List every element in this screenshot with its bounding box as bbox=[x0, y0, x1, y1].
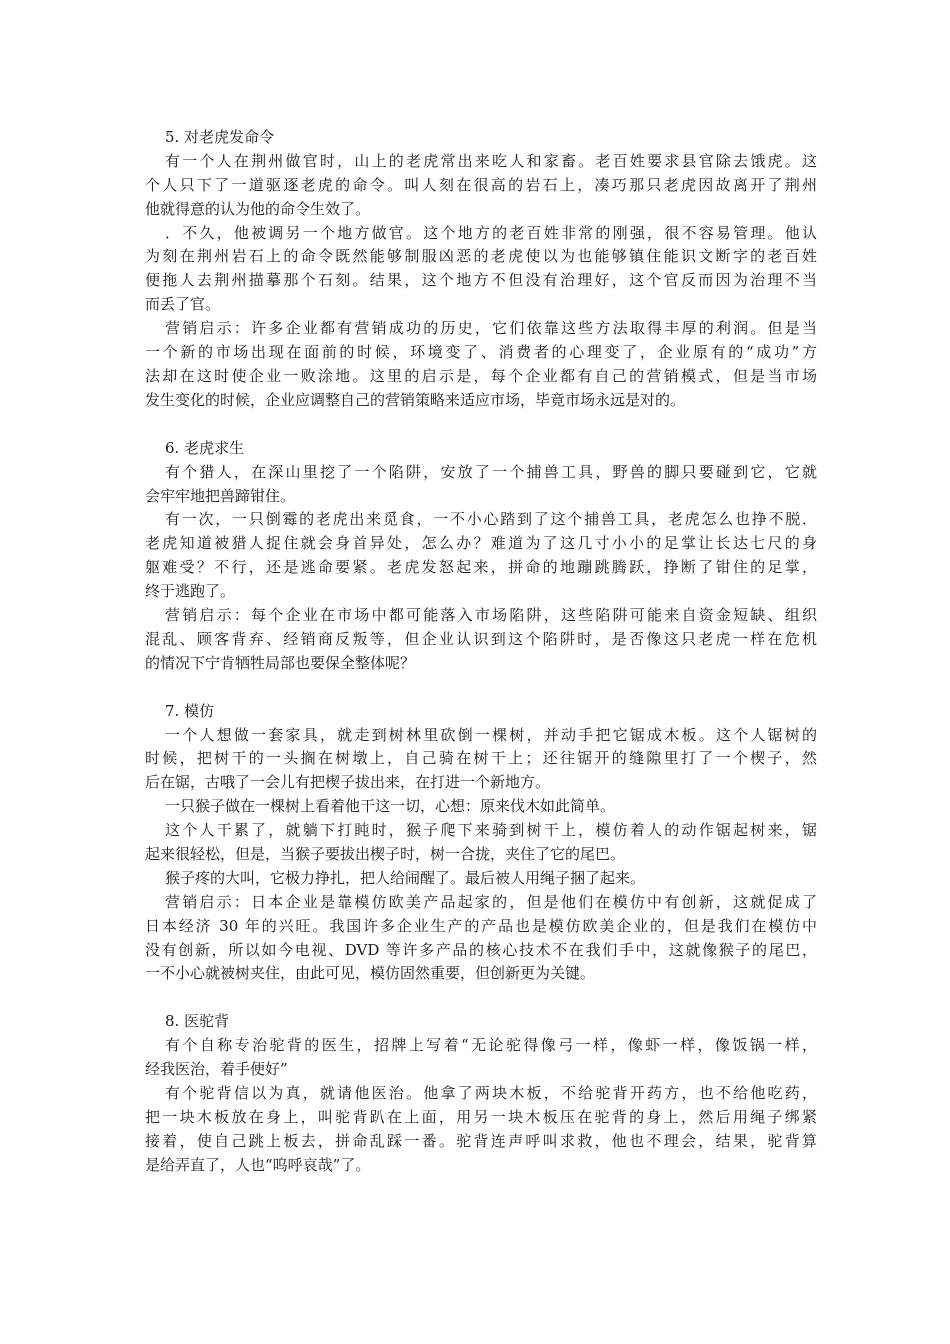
paragraph bbox=[145, 1082, 817, 1178]
text-line: 没有创新，所以如今电视、DVD 等许多产品的核心技术不在我们手中，这就像猴子的尾巴， bbox=[145, 940, 817, 959]
text-line: 而丢了官。 bbox=[145, 295, 221, 314]
text-line: 的情况下宁肯牺牲局部也要保全整体呢？ bbox=[145, 653, 416, 672]
paragraph bbox=[145, 867, 817, 891]
text-line: ．不久，他被调另一个地方做官。这个地方的老百姓非常的刚强，很不容易管理。他认 bbox=[165, 223, 817, 242]
text-line: 有一个人在荆州做官时，山上的老虎常出来吃人和家畜。老百姓要求县官除去饿虎。这 bbox=[165, 151, 817, 170]
text-line: 时候，把树干的一头搁在树墩上，自己骑在树干上；还往锯开的缝隙里打了一个楔子，然 bbox=[145, 749, 817, 768]
text-line: 是给弄直了，人也“呜呼哀哉”了。 bbox=[145, 1155, 371, 1174]
section-heading: 8. 医驼背 bbox=[165, 1012, 230, 1031]
paragraph bbox=[145, 150, 817, 222]
article-section bbox=[145, 1010, 817, 1177]
text-line: 经我医治，着手便好” bbox=[145, 1060, 288, 1079]
text-line: 营销启示：许多企业都有营销成功的历史，它们依靠这些方法取得丰厚的利润。但是当 bbox=[165, 319, 817, 338]
text-line: 发生变化的时候，企业应调整自己的营销策略来适应市场，毕竟市场永远是对的。 bbox=[145, 390, 686, 409]
text-line: 一个人想做一套家具，就走到树林里砍倒一棵树，并动手把它锯成木板。这个人锯树的 bbox=[165, 725, 817, 744]
text-line: 便拖人去荆州描摹那个石刻。结果，这个地方不但没有治理好，这个官反而因为治理不当 bbox=[145, 271, 817, 290]
text-line: 有个自称专治驼背的医生，招牌上写着“无论驼得像弓一样，像虾一样，像饭锅一样， bbox=[165, 1036, 817, 1055]
text-line: 有个猎人，在深山里挖了一个陷阱，安放了一个捕兽工具，野兽的脚只要碰到它，它就 bbox=[165, 462, 817, 481]
text-line: 猴子疼的大叫，它极力挣扎，把人给闹醒了。最后被人用绳子捆了起来。 bbox=[165, 868, 646, 887]
paragraph bbox=[145, 508, 817, 604]
text-line: 一只猴子做在一棵树上看着他干这一切，心想：原来伐木如此简单。 bbox=[165, 797, 616, 816]
article-section bbox=[145, 700, 817, 987]
text-line: 躯难受？不行，还是逃命要紧。老虎发怒起来，拼命的地蹦跳腾跃，挣断了钳住的足掌， bbox=[145, 558, 817, 577]
text-line: 后在锯，古哦了一会儿有把楔子拔出来，在打进一个新地方。 bbox=[145, 773, 551, 792]
text-line: 法却在这时使企业一败涂地。这里的启示是，每个企业都有自己的营销模式，但是当市场 bbox=[145, 366, 817, 385]
text-line: 个人只下了一道驱逐老虎的命令。叫人刻在很高的岩石上，凑巧那只老虎因故离开了荆州 bbox=[145, 175, 817, 194]
text-line: 混乱、顾客背弃、经销商反叛等，但企业认识到这个陷阱时，是否像这只老虎一样在危机 bbox=[145, 629, 817, 648]
document-page bbox=[145, 126, 817, 1202]
text-line: 营销启示：日本企业是靠模仿欧美产品起家的，但是他们在模仿中有创新，这就促成了 bbox=[165, 892, 817, 911]
text-line: 为刻在荆州岩石上的命令既然能够制服凶恶的老虎使以为也能够镇住能识文断字的老百姓 bbox=[145, 247, 817, 266]
text-line: 这个人干累了，就躺下打盹时，猴子爬下来骑到树干上，模仿着人的动作锯起树来，锯 bbox=[165, 821, 817, 840]
paragraph bbox=[145, 317, 817, 413]
paragraph bbox=[145, 724, 817, 796]
paragraph bbox=[145, 819, 817, 867]
text-line: 一不小心就被树夹住，由此可见，模仿固然重要，但创新更为关键。 bbox=[145, 964, 596, 983]
article-section bbox=[145, 437, 817, 676]
text-line: 日本经济 30 年的兴旺。我国许多企业生产的产品也是模仿欧美企业的，但是我们在模仿中 bbox=[145, 916, 817, 935]
paragraph bbox=[145, 795, 817, 819]
text-line: 会牢牢地把兽蹄钳住。 bbox=[145, 486, 296, 505]
text-line: 营销启示：每个企业在市场中都可能落入市场陷阱，这些陷阱可能来自资金短缺、组织 bbox=[165, 605, 817, 624]
text-line: 起来很轻松，但是，当猴子要拔出楔子时，树一合拢，夹住了它的尾巴。 bbox=[145, 844, 626, 863]
paragraph bbox=[145, 222, 817, 318]
paragraph bbox=[145, 604, 817, 676]
paragraph bbox=[145, 461, 817, 509]
text-line: 接着，使自己跳上板去，拼命乱踩一番。驼背连声呼叫求救，他也不理会，结果，驼背算 bbox=[145, 1131, 817, 1150]
section-heading: 5. 对老虎发命令 bbox=[165, 128, 275, 146]
text-line: 他就得意的认为他的命令生效了。 bbox=[145, 199, 371, 218]
paragraph bbox=[145, 1034, 817, 1082]
paragraph bbox=[145, 891, 817, 987]
text-line: 有一次，一只倒霉的老虎出来觅食，一不小心踏到了这个捕兽工具，老虎怎么也挣不脱． bbox=[165, 510, 817, 529]
section-heading: 7. 模仿 bbox=[165, 701, 215, 720]
text-line: 一个新的市场出现在面前的时候，环境变了、消费者的心理变了，企业原有的“成功”方 bbox=[145, 343, 817, 362]
text-line: 终于逃跑了。 bbox=[145, 582, 236, 601]
text-line: 有个驼背信以为真，就请他医治。他拿了两块木板，不给驼背开药方，也不给他吃药， bbox=[165, 1084, 817, 1103]
text-line: 老虎知道被猎人捉住就会身首异处，怎么办？难道为了这几寸小小的足掌让长达七尺的身 bbox=[145, 534, 817, 553]
section-heading: 6. 老虎求生 bbox=[165, 438, 245, 457]
article-section bbox=[145, 126, 817, 413]
text-line: 把一块木板放在身上，叫驼背趴在上面，用另一块木板压在驼背的身上，然后用绳子绑紧 bbox=[145, 1107, 817, 1126]
